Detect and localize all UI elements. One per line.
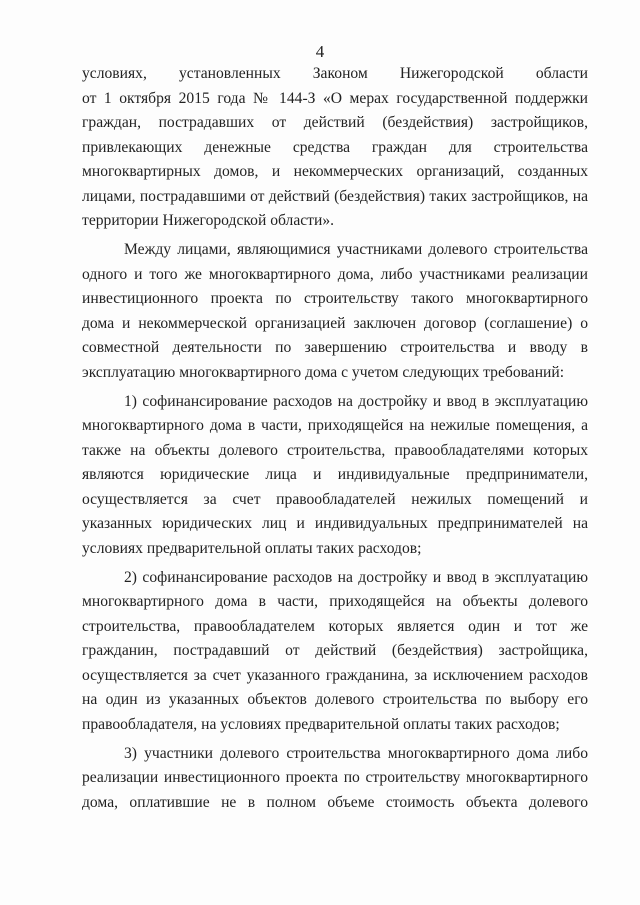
text-line: 1) софинансирование расходов на достройку и ввод в эксплуатацию [124,392,588,410]
paragraph [82,742,588,816]
text-line: условиях, установленных Законом Нижегородской области [82,65,588,82]
text-line: 2) софинансирование расходов на достройку и ввод в эксплуатацию [124,568,588,586]
text-line: дома, оплатившие не в полном объеме стоимость объекта долевого [82,793,588,811]
text-line: инвестиционного проекта по строительству такого многоквартирного [82,290,588,307]
text-line: от 1 октября 2015 года № 144-З «О мерах государственной поддержки [82,89,588,107]
text-line: условиях предварительной оплаты таких расходов; [82,539,422,557]
text-line: эксплуатацию многоквартирного дома с учетом следующих требований: [82,363,565,381]
text-line: Между лицами, являющимися участниками долевого строительства [124,241,588,258]
text-line: строительства, правообладателем которых является один и тот же [82,617,588,635]
text-line: также на объекты долевого строительства, правообладателями которых [82,441,588,459]
text-line: на один из указанных объектов долевого строительства по выбору его [82,691,588,708]
page-number: 4 [315,42,325,61]
document-body [82,62,588,815]
text-line: граждан, пострадавших от действий (бездействия) застройщиков, [82,114,588,131]
paragraph [82,238,588,385]
text-line: привлекающих денежные средства граждан для строительства [82,138,588,156]
text-line: являются юридические лица и индивидуальные предприниматели, [82,466,588,483]
text-line: многоквартирного дома в части, приходящейся на объекты долевого [82,593,588,610]
paragraph [82,566,588,738]
text-line: 3) участники долевого строительства многоквартирного дома либо [124,744,588,762]
text-line: одного и того же многоквартирного дома, либо участниками реализации [82,265,588,283]
text-line: осуществляется за счет правообладателей нежилых помещений и [82,490,588,508]
paragraph [82,390,588,562]
paragraph [82,62,588,234]
text-line: правообладателя, на условиях предварительной оплаты таких расходов; [82,715,560,733]
text-line: территории Нижегородской области». [82,212,335,229]
text-line: дома и некоммерческой организацией заключен договор (соглашение) о [82,314,588,332]
text-line: многоквартирных домов, и некоммерческих организаций, созданных [82,163,588,180]
text-line: осуществляется за счет указанного гражданина, за исключением расходов [82,666,588,684]
text-line: лицами, пострадавшими от действий (бездействия) таких застройщиков, на [82,187,588,205]
text-line: совместной деятельности по завершению строительства и вводу в [82,339,588,356]
text-line: гражданин, пострадавший от действий (бездействия) застройщика, [82,642,588,659]
text-line: указанных юридических лиц и индивидуальных предпринимателей на [82,515,588,532]
text-line: реализации инвестиционного проекта по строительству многоквартирного [82,769,588,786]
text-line: многоквартирного дома в части, приходящейся на нежилые помещения, а [82,417,588,434]
